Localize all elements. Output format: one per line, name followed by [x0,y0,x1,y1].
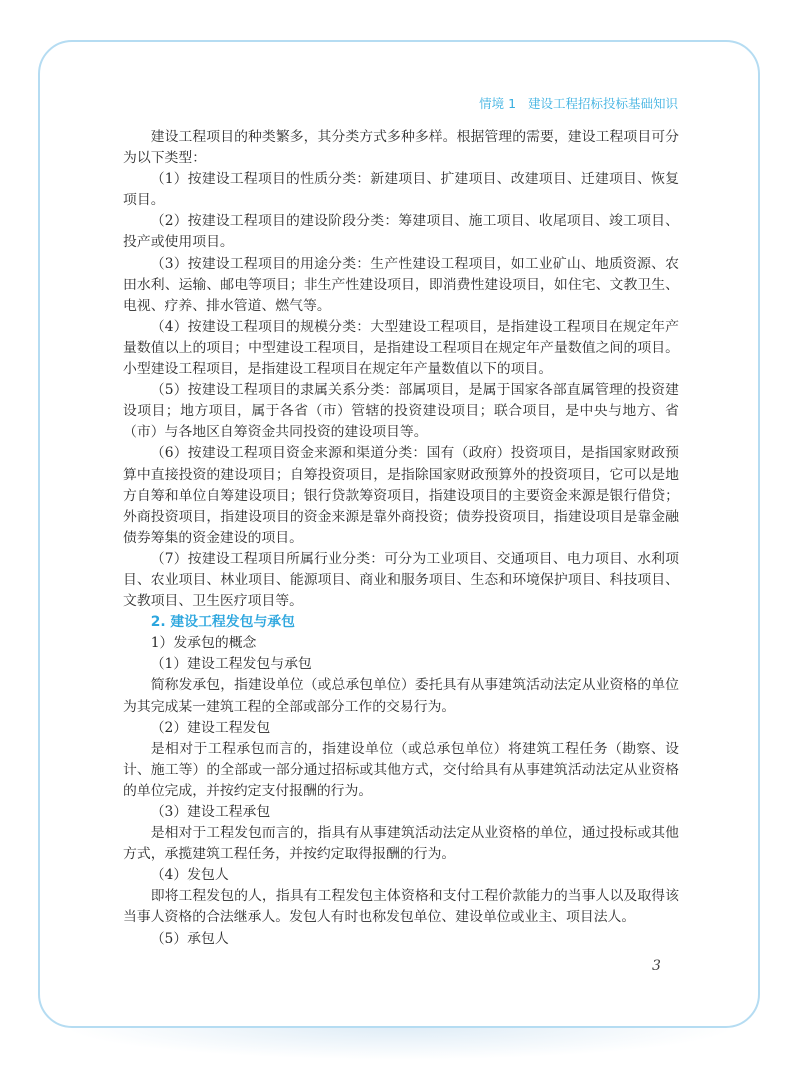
paragraph: （3）建设工程承包 [150,804,271,820]
paragraph: （6）按建设工程项目资金来源和渠道分类：国有（政府）投资项目，是指国家财政预算中直接投资的建设项目；自筹投资项目，是指除国家财政预算外的投资项目，它可以是地方自筹和单位自筹建设项目；银行贷款筹资项目，指建设项目的主要资金来源是银行借贷；外商投资项目，指建设项目的资金来源是靠外商投资；债券投资项目，指建设项目是靠金融债券筹集的资金建设的项目。 [123,445,679,546]
paragraph: （7）按建设工程项目所属行业分类：可分为工业项目、交通项目、电力项目、水利项目、农业项目、林业项目、能源项目、商业和服务项目、生态和环境保护项目、科技项目、文教项目、卫生医疗项目等。 [123,550,679,610]
paragraph: 是相对于工程承包而言的，指建设单位（或总承包单位）将建筑工程任务（勘察、设计、施工等）的全部或一部分通过招标或其他方式，交付给具有从事建筑活动法定从业资格的单位完成，并按约定支付报酬的行为。 [123,740,679,799]
running-header: 情境 1 建设工程招标投标基础知识 [479,96,678,111]
paragraph: （2）建设工程发包 [150,719,271,736]
paragraph: （2）按建设工程项目的建设阶段分类：筹建项目、施工项目、收尾项目、竣工项目、投产或使用项目。 [123,213,679,251]
paragraph: 1）发承包的概念 [150,635,257,652]
paragraph: （3）按建设工程项目的用途分类：生产性建设工程项目，如工业矿山、地质资源、农田水利、运输、邮电等项目；非生产性建设项目，即消费性建设项目，如住宅、文教卫生、电视、疗养、排水管道、燃气等。 [123,255,679,314]
page-body [123,127,679,950]
paragraph: （1）建设工程发包与承包 [150,656,312,673]
paragraph: （5）按建设工程项目的隶属关系分类：部属项目，是属于国家各部直属管理的投资建设项目；地方项目，属于各省（市）管辖的投资建设项目；联合项目，是中央与地方、省（市）与各地区自筹资金共同投资的建设项目等。 [123,382,679,441]
paragraph: （4）按建设工程项目的规模分类：大型建设工程项目，是指建设工程项目在规定年产量数值以上的项目；中型建设工程项目，是指建设工程项目在规定年产量数值之间的项目。小型建设工程项目，是指建设工程项目在规定年产量数值以下的项目。 [123,318,679,378]
page-number: 3 [652,958,661,974]
paragraph: 建设工程项目的种类繁多，其分类方式多种多样。根据管理的需要，建设工程项目可分为以下类型： [123,129,679,167]
paragraph: 简称发承包，指建设单位（或总承包单位）委托具有从事建筑活动法定从业资格的单位为其完成某一建筑工程的全部或部分工作的交易行为。 [123,677,679,715]
paragraph: （1）按建设工程项目的性质分类：新建项目、扩建项目、改建项目、迁建项目、恢复项目。 [123,171,679,209]
paragraph: 是相对于工程发包而言的，指具有从事建筑活动法定从业资格的单位，通过投标或其他方式，承揽建筑工程任务，并按约定取得报酬的行为。 [123,825,679,863]
paragraph: （4）发包人 [150,867,229,884]
section-heading: 2. 建设工程发包与承包 [150,614,295,631]
paragraph: （5）承包人 [150,930,229,947]
paragraph: 即将工程发包的人，指具有工程发包主体资格和支付工程价款能力的当事人以及取得该当事人资格的合法继承人。发包人有时也称发包单位、建设单位或业主、项目法人。 [123,888,679,926]
